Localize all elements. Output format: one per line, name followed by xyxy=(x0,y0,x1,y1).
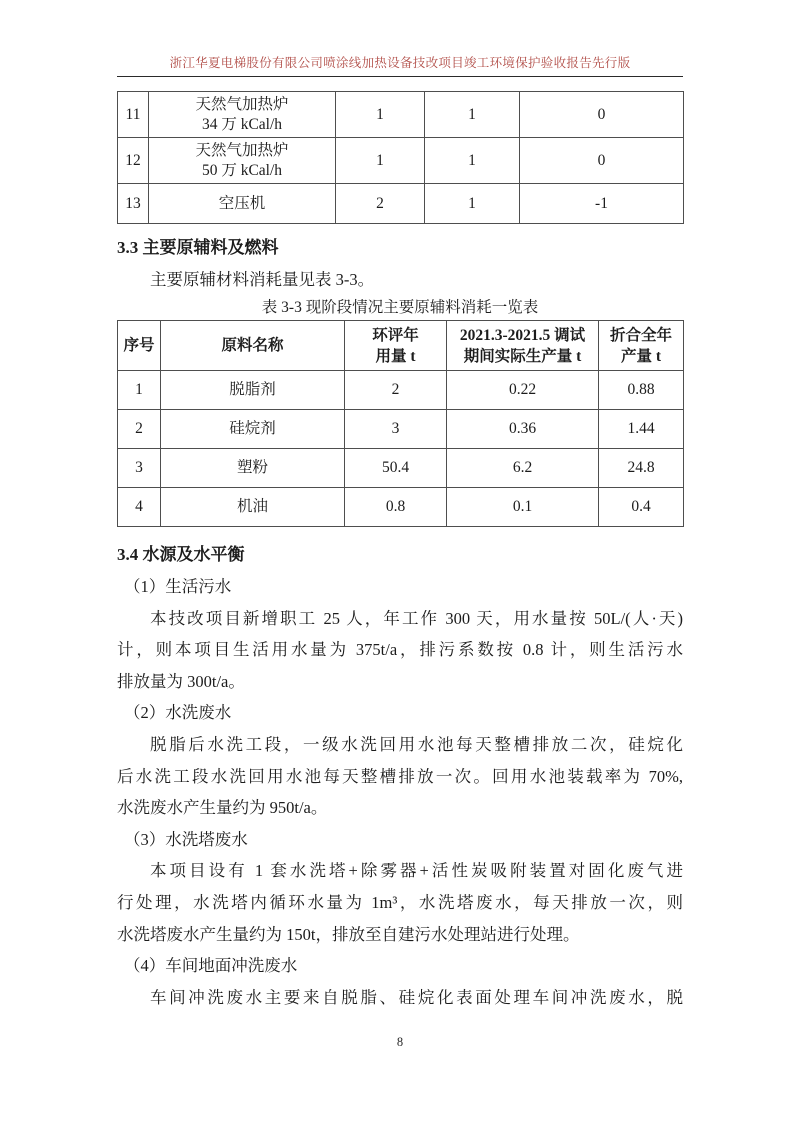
value-cell: 1 xyxy=(425,138,520,184)
value-cell: 1 xyxy=(336,138,425,184)
page-content xyxy=(117,0,683,1013)
value-cell: 1 xyxy=(336,92,425,138)
running-header xyxy=(117,0,683,77)
cell: 0.22 xyxy=(447,371,599,410)
value-cell: 1 xyxy=(425,184,520,224)
header-cell: 环评年 用量 t xyxy=(345,321,447,371)
cell: 2 xyxy=(118,410,161,449)
table-row xyxy=(118,449,684,488)
equipment-name-cell xyxy=(149,92,336,138)
cell: 塑粉 xyxy=(161,449,345,488)
table-row xyxy=(118,184,684,224)
header-divider xyxy=(117,76,683,77)
text-line: 行处理，水洗塔内循环水量为 1m³，水洗塔废水，每天排放一次，则 xyxy=(117,892,683,912)
cell: 0.8 xyxy=(345,488,447,527)
cell: 硅烷剂 xyxy=(161,410,345,449)
text-line: 计，则本项目生活用水量为 375t/a，排污系数按 0.8 计，则生活污水 xyxy=(117,640,683,660)
cell: 3 xyxy=(118,449,161,488)
table-row xyxy=(118,371,684,410)
table-row xyxy=(118,138,684,184)
text-line: （1）生活污水 xyxy=(124,577,232,596)
section-3-3-heading: 3.3 主要原辅料及燃料 xyxy=(117,238,279,257)
table-row xyxy=(118,410,684,449)
row-no-cell: 12 xyxy=(118,138,149,184)
cell: 0.4 xyxy=(599,488,684,527)
text-line: （3）水洗塔废水 xyxy=(124,829,248,849)
row-no-cell: 11 xyxy=(118,92,149,138)
value-cell: 0 xyxy=(520,138,684,184)
equipment-name-cell xyxy=(149,184,336,224)
equipment-name-cell xyxy=(149,138,336,184)
cell: 0.88 xyxy=(599,371,684,410)
header-cell: 折合全年 产量 t xyxy=(599,321,684,371)
cell: 4 xyxy=(118,488,161,527)
section-3-4-body xyxy=(117,571,683,1013)
text-line: 本技改项目新增职工 25 人，年工作 300 天，用水量按 50L/(人·天) xyxy=(150,608,683,628)
text-line: 排放量为 300t/a。 xyxy=(117,671,245,691)
cell: 50.4 xyxy=(345,449,447,488)
text-line: 本项目设有 1 套水洗塔+除雾器+活性炭吸附装置对固化废气进 xyxy=(150,861,683,881)
cell: 1.44 xyxy=(599,410,684,449)
cell: 0.36 xyxy=(447,410,599,449)
table-row xyxy=(118,92,684,138)
equipment-name-line: 天然气加热炉 xyxy=(195,95,289,113)
report-header-title: 浙江华夏电梯股份有限公司喷涂线加热设备技改项目竣工环境保护验收报告先行版 xyxy=(169,56,631,70)
equipment-name-line: 34 万 kCal/h xyxy=(201,115,283,133)
text-line: （4）车间地面冲洗废水 xyxy=(124,956,298,976)
cell: 2 xyxy=(345,371,447,410)
table-header-row xyxy=(118,321,684,371)
row-no-cell: 13 xyxy=(118,184,149,224)
header-cell: 原料名称 xyxy=(161,321,345,371)
equipment-name-line: 天然气加热炉 xyxy=(195,141,289,159)
table-row xyxy=(118,488,684,527)
equipment-table xyxy=(117,91,684,224)
value-cell: -1 xyxy=(520,184,684,224)
section-3-4-heading: 3.4 水源及水平衡 xyxy=(117,545,245,564)
equipment-name-line: 50 万 kCal/h xyxy=(201,161,283,179)
value-cell: 0 xyxy=(520,92,684,138)
text-line: 车间冲洗废水主要来自脱脂、硅烷化表面处理车间冲洗废水，脱 xyxy=(150,987,683,1007)
equipment-name-line: 空压机 xyxy=(218,194,266,212)
header-cell: 序号 xyxy=(118,321,161,371)
value-cell: 2 xyxy=(336,184,425,224)
cell: 24.8 xyxy=(599,449,684,488)
cell: 6.2 xyxy=(447,449,599,488)
table-3-3-caption: 表 3-3 现阶段情况主要原辅料消耗一览表 xyxy=(261,299,539,316)
text-line: 水洗废水产生量约为 950t/a。 xyxy=(117,798,328,818)
cell: 1 xyxy=(118,371,161,410)
cell: 机油 xyxy=(161,488,345,527)
text-line: 后水洗工段水洗回用水池每天整槽排放一次。回用水池装载率为 70%, xyxy=(117,766,683,786)
cell: 0.1 xyxy=(447,488,599,527)
page-number: 8 xyxy=(396,1035,404,1049)
section-3-3-intro: 主要原辅材料消耗量见表 3-3。 xyxy=(150,270,375,289)
materials-table xyxy=(117,320,684,527)
text-line: 水洗塔废水产生量约为 150t，排放至自建污水处理站进行处理。 xyxy=(117,924,580,944)
text-line: （2）水洗废水 xyxy=(124,703,232,723)
cell: 脱脂剂 xyxy=(161,371,345,410)
text-line: 脱脂后水洗工段，一级水洗回用水池每天整槽排放二次，硅烷化 xyxy=(150,734,683,754)
value-cell: 1 xyxy=(425,92,520,138)
header-cell: 2021.3-2021.5 调试 期间实际生产量 t xyxy=(447,321,599,371)
cell: 3 xyxy=(345,410,447,449)
